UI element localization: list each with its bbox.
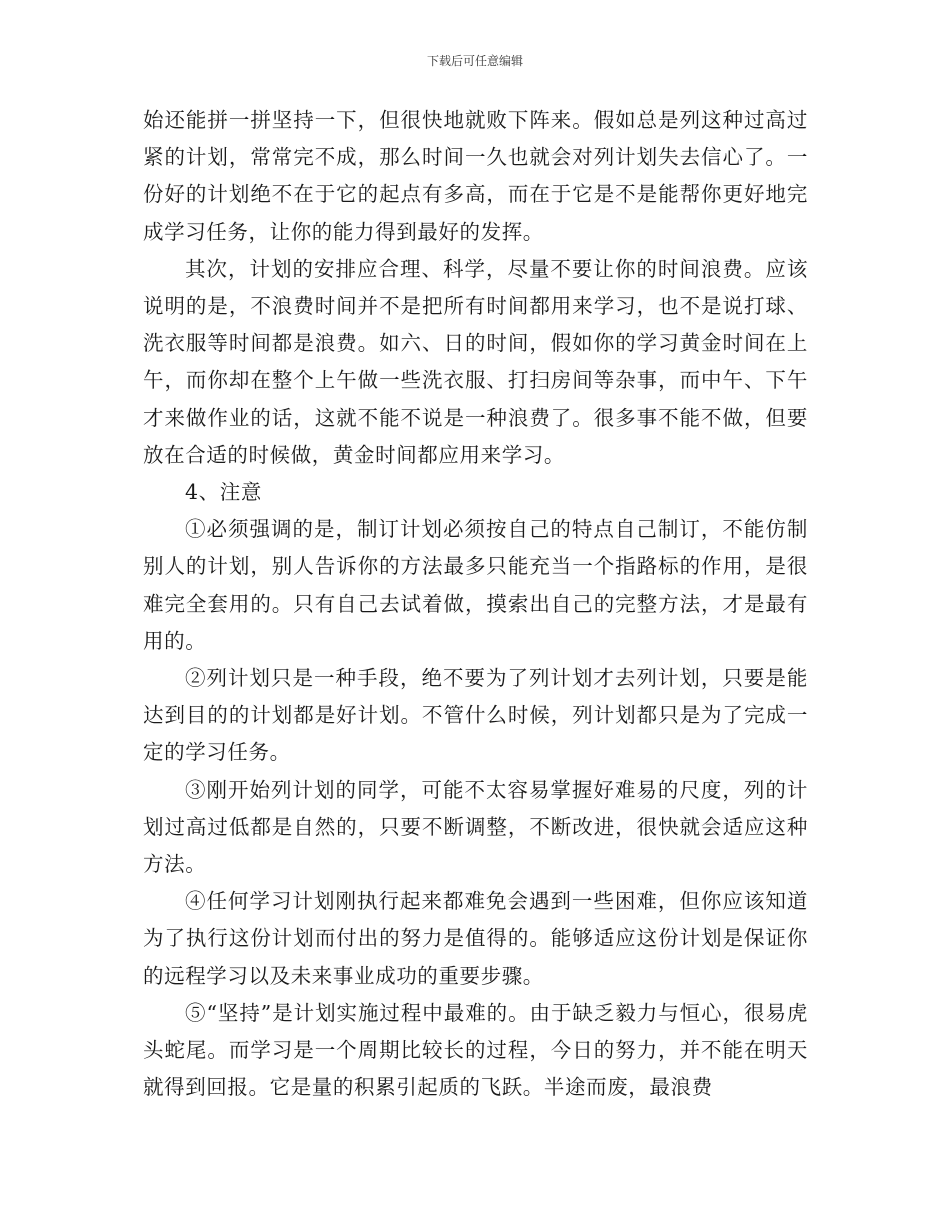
list-item: ②列计划只是一种手段，绝不要为了列计划才去列计划，只要是能达到目的的计划都是好计划。不管什么时候，列计划都只是为了完成一定的学习任务。 xyxy=(143,666,808,765)
list-item: ③刚开始列计划的同学，可能不太容易掌握好难易的尺度，列的计划过高过低都是自然的，只要不断调整，不断改进，很快就会适应这种方法。 xyxy=(143,777,808,877)
section-heading: 4、注意 xyxy=(185,480,262,505)
list-item: ①必须强调的是，制订计划必须按自己的特点自己制订，不能仿制别人的计划，别人告诉你的方法最多只能充当一个指路标的作用，是很难完全套用的。只有自己去试着做，摸索出自己的完整方法，才是最有用的。 xyxy=(143,517,808,653)
paragraph: 其次，计划的安排应合理、科学，尽量不要让你的时间浪费。应该说明的是，不浪费时间并不是把所有时间都用来学习，也不是说打球、洗衣服等时间都是浪费。如六、日的时间，假如你的学习黄金时间在上午，而你却在整个上午做一些洗衣服、打扫房间等杂事，而中午、下午才来做作业的话，这就不能不说是一种浪费了。很多事不能不做，但要放在合适的时候做，黄金时间都应用来学习。 xyxy=(143,256,808,467)
list-item: ⑤“坚持”是计划实施过程中最难的。由于缺乏毅力与恒心，很易虎头蛇尾。而学习是一个周期比较长的过程，今日的努力，并不能在明天就得到回报。它是量的积累引起质的飞跃。半途而废，最浪费 xyxy=(143,1000,808,1100)
page-header: 下载后可任意编辑 xyxy=(426,54,523,68)
document-body xyxy=(143,102,808,1106)
list-item: ④任何学习计划刚执行起来都难免会遇到一些困难，但你应该知道为了执行这份计划而付出的努力是值得的。能够适应这份计划是保证你的远程学习以及未来事业成功的重要步骤。 xyxy=(143,889,808,988)
paragraph: 始还能拼一拼坚持一下，但很快地就败下阵来。假如总是列这种过高过紧的计划，常常完不成，那么时间一久也就会对列计划失去信心了。一份好的计划绝不在于它的起点有多高，而在于它是不是能帮你更好地完成学习任务，让你的能力得到最好的发挥。 xyxy=(143,108,808,244)
